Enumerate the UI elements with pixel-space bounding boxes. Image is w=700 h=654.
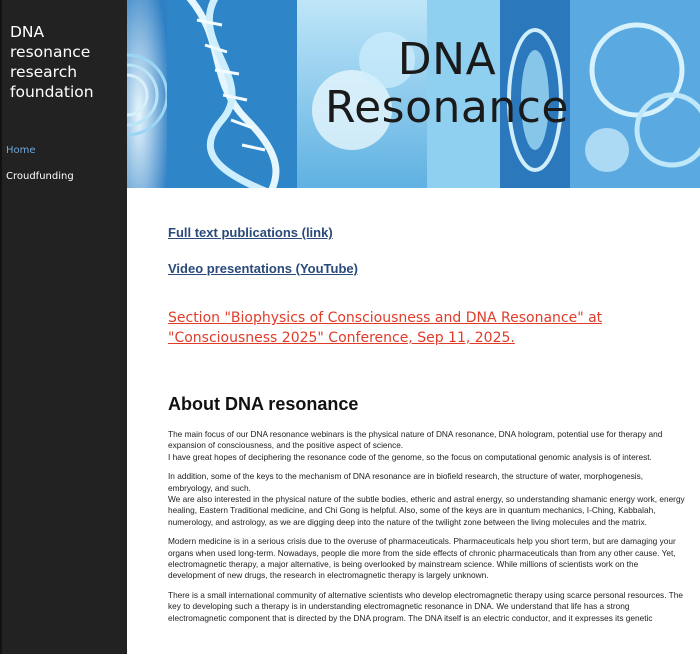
video-presentations-link[interactable]: Video presentations (YouTube) bbox=[168, 261, 358, 276]
conference-section-link[interactable]: Section "Biophysics of Consciousness and DNA Resonance" at "Consciousness 2025" Conference, Sep 11, 2025. bbox=[168, 310, 603, 346]
about-paragraph-1: The main focus of our DNA resonance webinars is the physical nature of DNA resonance, DNA hologram, potential use for therapy and expansion of consciousness, and the positive aspect of science. I have great hopes of deciphering the resonance code of the genome, so the focus on computational genomic analysis is of interest. bbox=[168, 429, 663, 462]
nav-item-croudfunding[interactable]: Croudfunding bbox=[6, 171, 74, 182]
about-heading: About DNA resonance bbox=[168, 394, 359, 414]
header-banner bbox=[127, 0, 700, 188]
banner-title: DNA Resonance bbox=[324, 34, 569, 133]
about-paragraph-3: Modern medicine is in a serious crisis due to the overuse of pharmaceuticals. Pharmaceuticals help you short term, but are damaging your organs when used long-term. Nowadays, people die more from the side effects of chronic pharmaceuticals than from any other cause. Yet, electromagnetic therapy, a major alternative, is being overlooked by mainstream science. While millions of scientists work on the development of new drugs, the research in electromagnetic therapy is largely unknown. bbox=[168, 536, 676, 581]
site-title[interactable]: DNA resonance research foundation bbox=[10, 23, 94, 101]
main-content bbox=[127, 188, 700, 654]
full-text-publications-link[interactable]: Full text publications (link) bbox=[168, 225, 333, 240]
sidebar bbox=[0, 0, 127, 654]
sidebar-nav bbox=[6, 145, 74, 197]
about-paragraph-2: In addition, some of the keys to the mechanism of DNA resonance are in biofield research, the structure of water, morphogenesis, embryology, and such. We are also interested in the physical nature of the subtle bodies, etheric and astral energy, so understanding shamanic energy work, energy healing, Eastern Traditional medicine, and Chi Gong is helpful. Also, some of the keys are in quantum mechanics, I-Ching, Kabbalah, numerology, and astrology, as we are digging deep into the nature of the twilight zone between the living molecules and the matrix. bbox=[168, 471, 685, 527]
about-paragraph-4: There is a small international community of alternative scientists who develop electromagnetic therapy using scarce personal resources. The key to developing such a therapy is in understanding electromagnetic resonance in DNA. We understand that life has a strong electromagnetic component that is directed by the DNA program. The DNA itself is an electric conductor, and it expresses its genetic bbox=[168, 589, 683, 623]
nav-item-home[interactable]: Home bbox=[6, 145, 36, 156]
about-text bbox=[168, 429, 688, 632]
